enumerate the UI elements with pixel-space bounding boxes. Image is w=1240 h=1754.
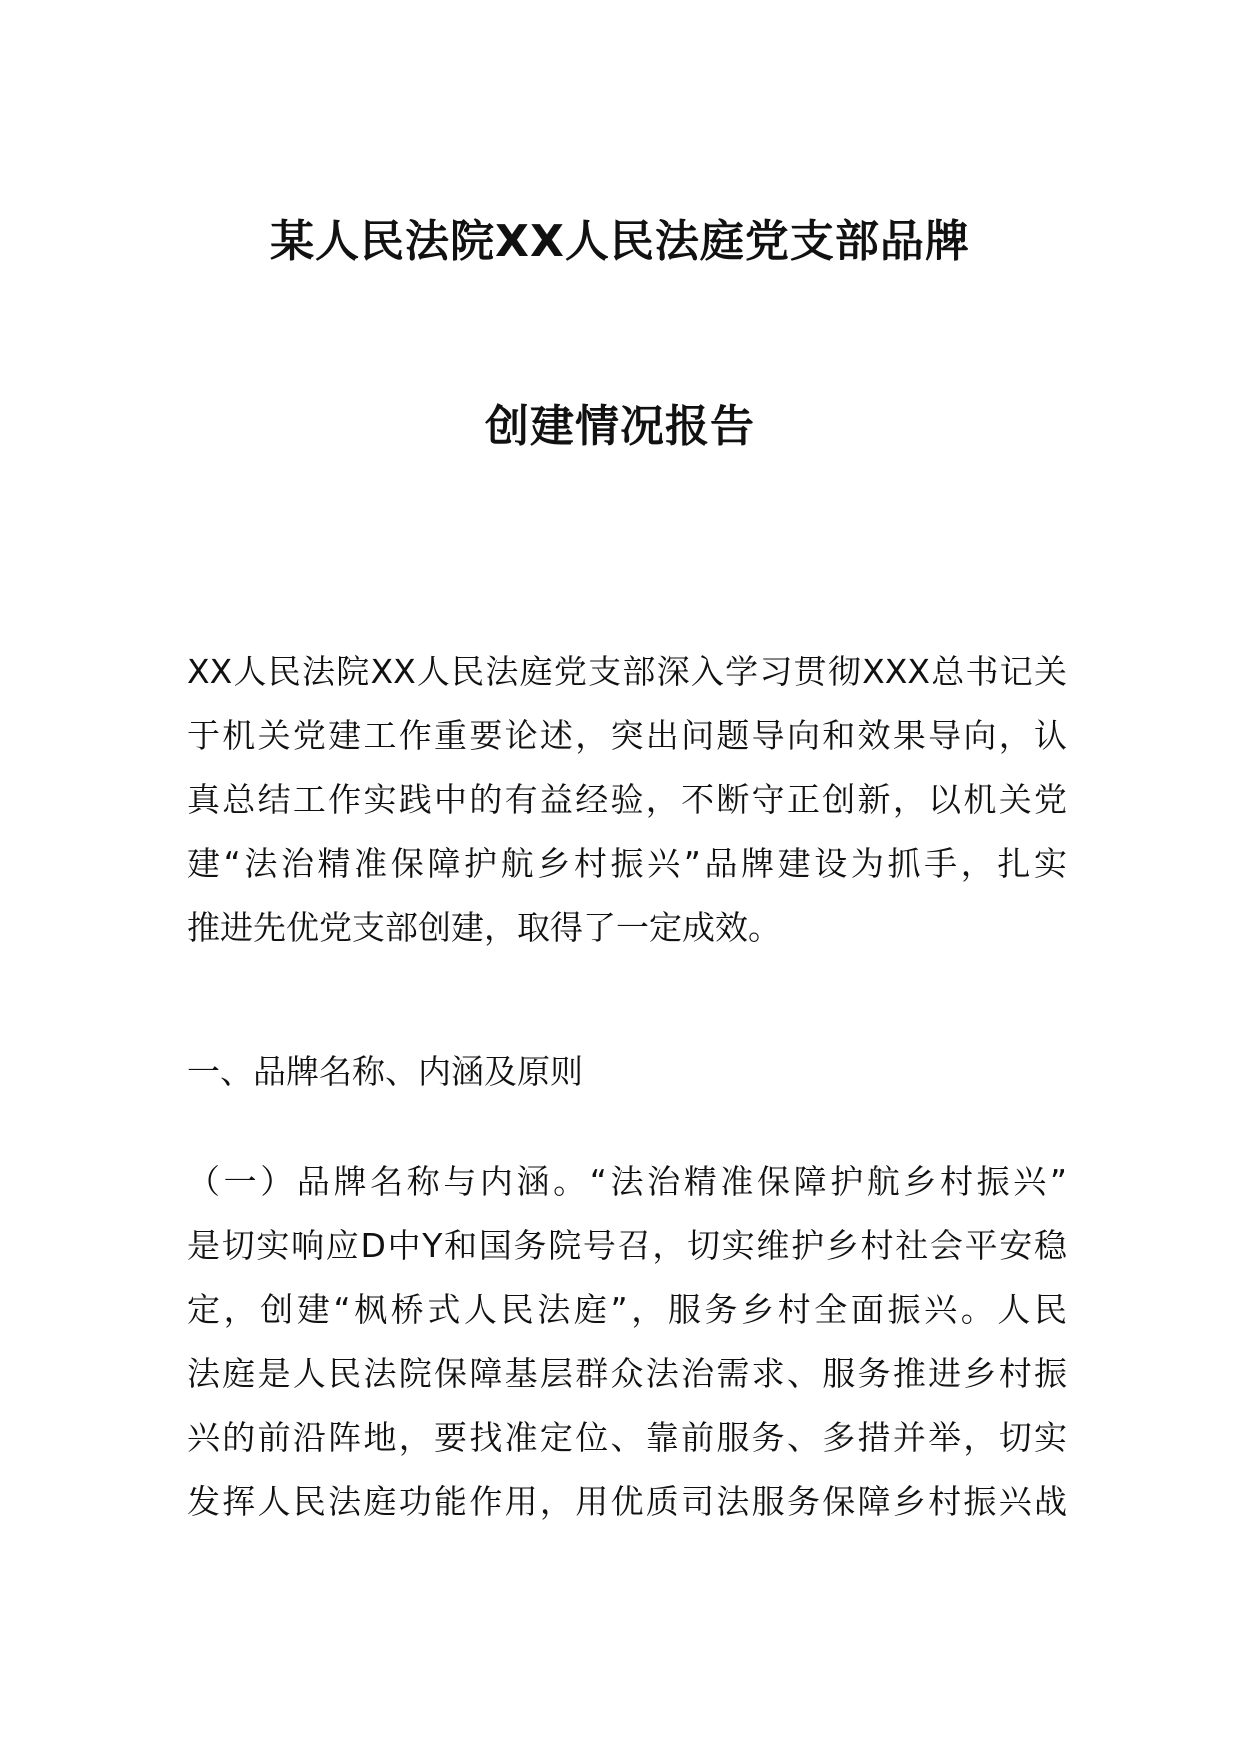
document-title-line-1: 某人民法院XX人民法庭党支部品牌 [270,216,970,267]
intro-line: 真总结工作实践中的有益经验，不断守正创新，以机关党 [187,780,1067,819]
section-1-1-paragraph [187,1150,1067,1534]
section-line: （一）品牌名称与内涵。“法治精准保障护航乡村振兴” [187,1162,1067,1201]
section-heading: 一、品牌名称、内涵及原则 [187,1052,583,1091]
intro-line: 建“法治精准保障护航乡村振兴”品牌建设为抓手，扎实 [187,844,1067,883]
section-line: 法庭是人民法院保障基层群众法治需求、服务推进乡村振 [187,1354,1067,1393]
section-line: 定，创建“枫桥式人民法庭”，服务乡村全面振兴。人民 [187,1290,1067,1329]
section-line: 发挥人民法庭功能作用，用优质司法服务保障乡村振兴战 [187,1482,1067,1521]
intro-line: 推进先优党支部创建，取得了一定成效。 [187,908,781,947]
intro-line: XX人民法院XX人民法庭党支部深入学习贯彻XXX总书记关 [187,652,1067,691]
section-line: 是切实响应D中Y和国务院号召，切实维护乡村社会平安稳 [187,1226,1067,1265]
section-line: 兴的前沿阵地，要找准定位、靠前服务、多措并举，切实 [187,1418,1067,1457]
intro-paragraph [187,640,1067,960]
document-title-line-2: 创建情况报告 [485,401,755,452]
intro-line: 于机关党建工作重要论述，突出问题导向和效果导向，认 [187,716,1067,755]
